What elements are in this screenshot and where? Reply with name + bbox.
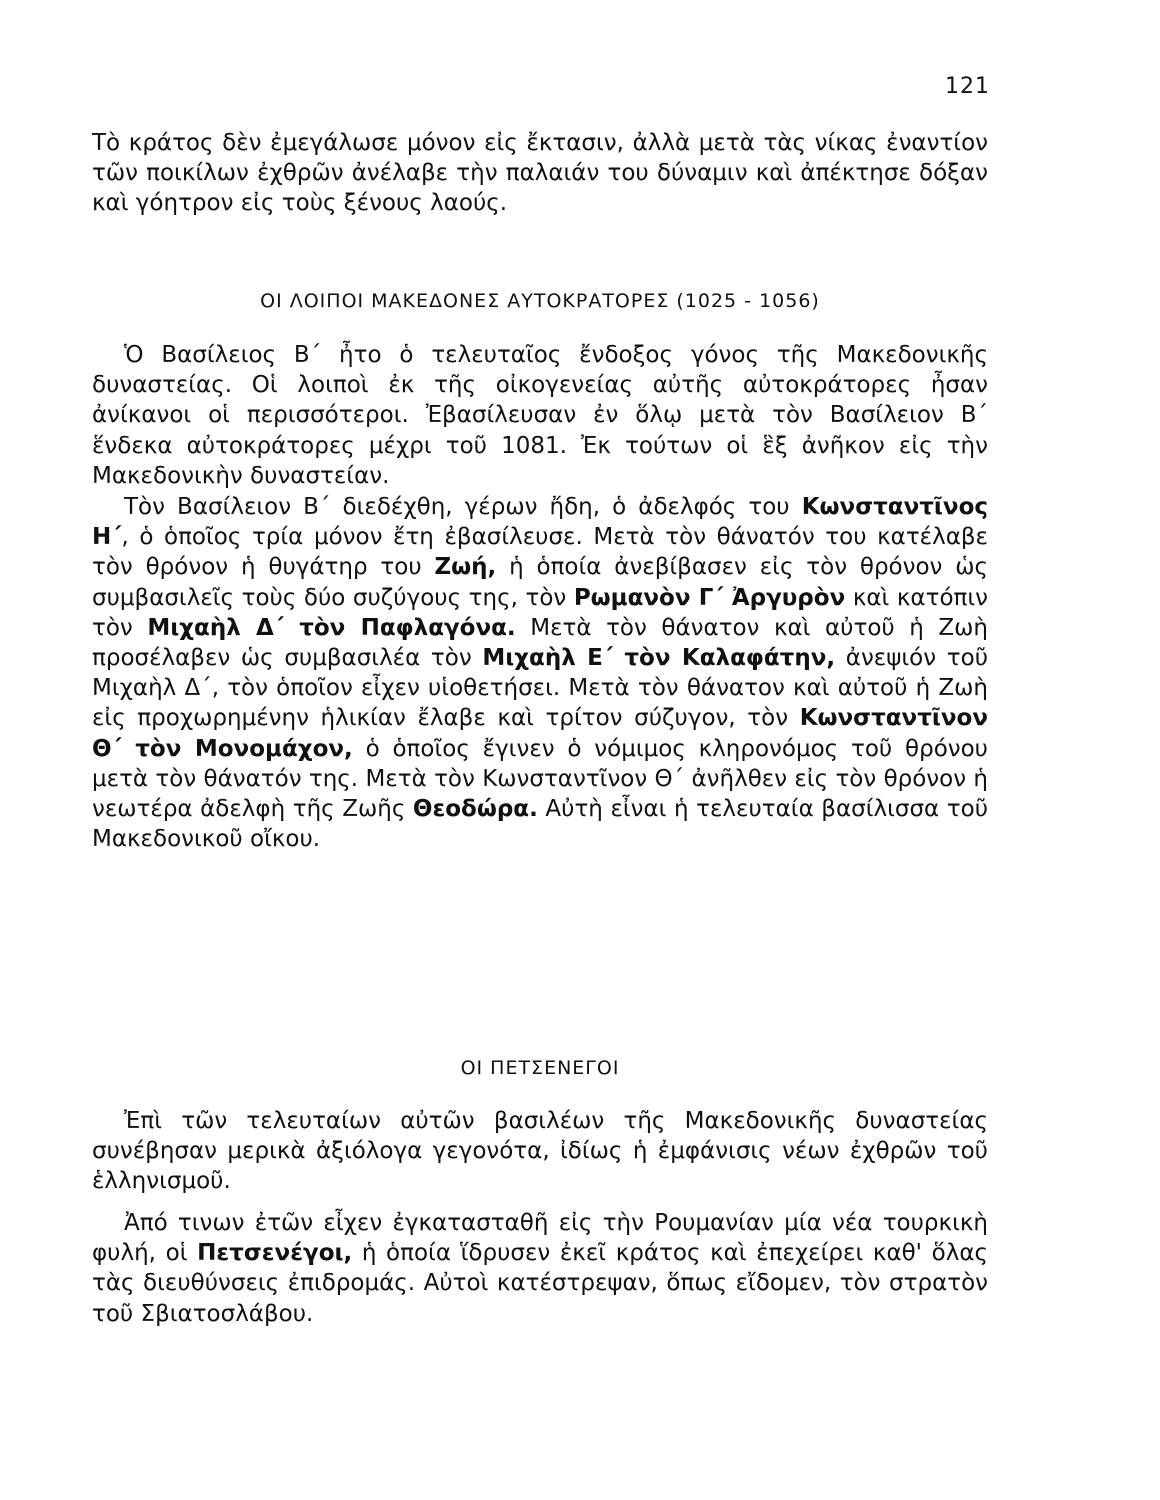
paragraph-basil-ii xyxy=(92,340,988,491)
section-heading-macedonian-emperors: ΟΙ ΛΟΙΠΟΙ ΜΑΚΕΔΟΝΕΣ ΑΥΤΟΚΡΑΤΟΡΕΣ (1025 - 1056) xyxy=(260,290,820,312)
paragraph-successors xyxy=(92,492,988,854)
name-zoe: Ζωή, xyxy=(434,554,497,581)
page-number: 121 xyxy=(945,74,990,99)
text-run: Ἀπό τινων ἐτῶν εἶχεν ἐγκατασταθῆ εἰς τὴν Ρουμανίαν μία νέα τουρκικὴ φυλή, οἱ xyxy=(92,1210,988,1267)
text-run: καὶ κατόπιν τὸν xyxy=(92,584,988,641)
text-run: ὁ ὁποῖος ἔγινεν ὁ νόμιμος κληρονόμος τοῦ θρόνου μετὰ τὸν θάνατόν της. Μετὰ τὸν Κωνσταντῖνον Θ΄ ἀνῆλθεν εἰς τὸν θρόνον ἡ νεωτέρα ἀδελφὴ τῆς Ζωῆς xyxy=(92,735,988,823)
text-run: ἡ ὁποία ἵδρυσεν ἐκεῖ κράτος καὶ ἐπεχείρει καθ' ὅλας τὰς διευθύνσεις ἐπιδρομάς. Αὐτοὶ κατέστρεψαν, ὅπως εἴδομεν, τὸν στρατὸν τοῦ Σβιατοσλάβου. xyxy=(92,1240,988,1327)
text-run: , ὁ ὁποῖος τρία μόνον ἔτη ἐβασίλευσε. Μετὰ τὸν θάνατόν του κατέλαβε τὸν θρόνον ἡ θυγάτηρ του xyxy=(92,524,988,581)
text-run: Αὐτὴ εἶναι ἡ τελευταία βασίλισσα τοῦ Μακεδονικοῦ οἴκου. xyxy=(92,796,988,853)
name-constantine-ix: Κωνσταντῖνον Θ΄ τὸν Μονομάχον, xyxy=(92,705,988,762)
text-run: ἡ ὁποία ἀνεβίβασεν εἰς τὸν θρόνον ὡς συμβασιλεῖς τοὺς δύο συζύγους της, τὸν xyxy=(92,554,988,611)
name-theodora: Θεοδώρα. xyxy=(412,796,538,823)
paragraph-pechenegs-intro xyxy=(92,1106,988,1197)
paragraph-intro xyxy=(92,128,988,219)
name-romanos-iii: Ρωμανὸν Γ΄ Ἀργυρὸν xyxy=(573,584,846,611)
text-run: ἀνεψιόν τοῦ Μιχαὴλ Δ΄, τὸν ὁποῖον εἶχεν υἱοθετήσει. Μετὰ τὸν θάνατον καὶ αὐτοῦ ἡ Ζωὴ εἰς προχωρημένην ἡλικίαν ἔλαβε καὶ τρίτον σύζυγον, τὸν xyxy=(92,645,988,732)
paragraph-pechenegs-settlement xyxy=(92,1208,988,1329)
text-run: Τὸν Βασίλειον Β΄ διεδέχθη, γέρων ἤδη, ὁ ἀδελφός του xyxy=(124,494,802,520)
name-michael-iv: Μιχαὴλ Δ΄ τὸν Παφλαγόνα. xyxy=(147,614,516,641)
name-pechenegs: Πετσενέγοι, xyxy=(197,1240,353,1267)
section-heading-pechenegs: ΟΙ ΠΕΤΣΕΝΕΓΟΙ xyxy=(460,1057,620,1079)
name-constantine-viii: Κωνσταντῖνος Η΄ xyxy=(92,494,988,551)
text-run: Τὸ κράτος δὲν ἐμεγάλωσε μόνον εἰς ἔκτασιν, ἀλλὰ μετὰ τὰς νίκας ἐναντίον τῶν ποικίλων ἐχθρῶν ἀνέλαβε τὴν παλαιάν του δύναμιν καὶ ἀπέκτησε δόξαν καὶ γόητρον εἰς τοὺς ξένους λαούς. xyxy=(92,130,988,217)
name-michael-v: Μιχαὴλ Ε΄ τὸν Καλαφάτην, xyxy=(482,645,836,672)
text-run: Μετὰ τὸν θάνατον καὶ αὐτοῦ ἡ Ζωὴ προσέλαβεν ὡς συμβασιλέα τὸν xyxy=(92,614,988,672)
text-run: Ὁ Βασίλειος Β΄ ἦτο ὁ τελευταῖος ἔνδοξος γόνος τῆς Μακεδονικῆς δυναστείας. Οἱ λοιποὶ ἐκ τῆς οἰκογενείας αὐτῆς αὐτοκράτορες ἦσαν ἀνίκανοι οἱ περισσότεροι. Ἐβασίλευσαν ἐν ὅλῳ μετὰ τὸν Βασίλειον Β΄ ἕνδεκα αὐτοκράτορες μέχρι τοῦ 1081. Ἐκ τούτων οἱ ἓξ ἀνῆκον εἰς τὴν Μακεδονικὴν δυναστείαν. xyxy=(92,342,988,489)
text-run: Ἐπὶ τῶν τελευταίων αὐτῶν βασιλέων τῆς Μακεδονικῆς δυναστείας συνέβησαν μερικὰ ἀξιόλογα γεγονότα, ἰδίως ἡ ἐμφάνισις νέων ἐχθρῶν τοῦ ἑλληνισμοῦ. xyxy=(92,1108,988,1195)
